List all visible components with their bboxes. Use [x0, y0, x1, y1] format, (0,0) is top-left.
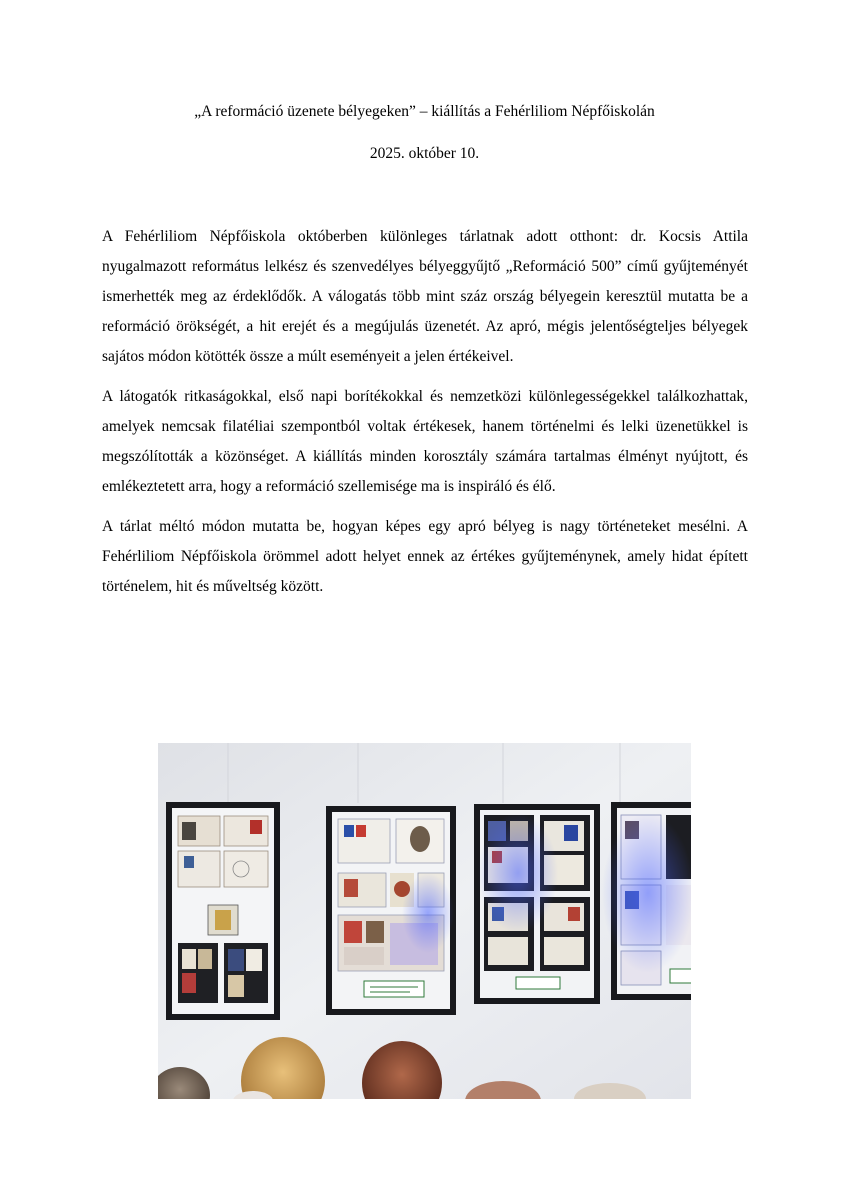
document-body — [102, 222, 748, 612]
paragraph-2: A látogatók ritkaságokkal, első napi borítékokkal és nemzetközi különlegességekkel találkozhattak, amelyek nemcsak filatéliai szempontból voltak értékesek, hanem történelmi és lelki üzenetükkel is megszólították a közönséget. A kiállítás minden korosztály számára tartalmas élményt nyújtott, és emlékeztetett arra, hogy a reformáció szellemisége ma is inspiráló és élő. — [102, 388, 748, 495]
paragraph-3: A tárlat méltó módon mutatta be, hogyan képes egy apró bélyeg is nagy történeteket mesélni. A Fehérliliom Népfőiskola örömmel adott helyet ennek az értékes gyűjteménynek, amely hidat épített történelem, hit és műveltség között. — [102, 518, 748, 595]
paragraph-1: A Fehérliliom Népfőiskola októberben különleges tárlatnak adott otthont: dr. Kocsis Attila nyugalmazott református lelkész és szenvedélyes bélyeggyűjtő „Reformáció 500” című gyűjteményét ismerhették meg az érdeklődők. A válogatás több mint száz ország bélyegein keresztül mutatta be a reformáció örökségét, a hit erejét és a megújulás üzenetét. Az apró, mégis jelentőségteljes bélyegek sajátos módon kötötték össze a múlt eseményeit a jelen értékeivel. — [102, 228, 748, 365]
stamp-frame-3 — [474, 804, 600, 1004]
stamp-frame-2 — [326, 806, 456, 1015]
stamp-frame-1 — [166, 802, 280, 1020]
exhibition-photo — [158, 743, 691, 1099]
document-title: „A reformáció üzenete bélyegeken” – kiállítás a Fehérliliom Népfőiskolán — [194, 103, 655, 120]
document-date: 2025. október 10. — [369, 145, 480, 162]
stamp-frame-4 — [602, 802, 691, 1000]
